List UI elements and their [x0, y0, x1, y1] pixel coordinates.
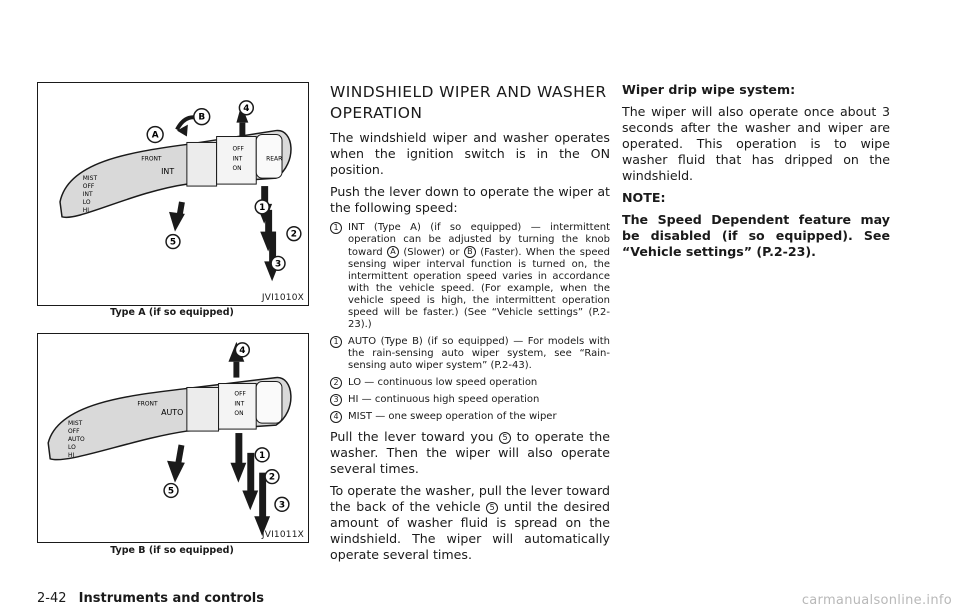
- label-rear-int: INT: [232, 155, 243, 163]
- wiper-lever-diagram-a: [38, 83, 308, 305]
- callout-2: 2: [290, 229, 298, 240]
- watermark: carmanualsonline.info: [801, 593, 952, 608]
- item-text: AUTO (Type B) (if so equipped) — For models with the rain-sensing auto wiper system, see “Rain-sensing auto wiper system” (P.2-43).: [348, 336, 610, 371]
- list-item: [330, 394, 610, 406]
- label-int: INT: [82, 190, 93, 198]
- page-footer: [37, 591, 264, 606]
- callout-4: 4: [243, 103, 250, 114]
- note-text: The Speed Dependent feature may be disabled (if so equipped). See “Vehicle settings” (P.2-23).: [622, 212, 890, 259]
- callout-1: 1: [259, 202, 266, 213]
- item-text: INT (Type A) (if so equipped) — intermittent operation can be adjusted by turning the knob toward A (Slower) or B (Faster). When the speed sensing wiper interval function is turned on, the intermittent operation speed varies in accordance with the vehicle speed. (For example, when the vehicle speed is high, the intermittent operation speed will be faster.) (See “Vehicle settings” (P.2-23).): [348, 222, 611, 330]
- callout-3: 3: [274, 259, 282, 270]
- callout-5: 5: [499, 432, 511, 444]
- right-column: [622, 82, 890, 266]
- label-rear-on: ON: [234, 410, 244, 418]
- label-hi: HI: [82, 206, 90, 214]
- callout-1: 1: [259, 450, 266, 461]
- callout-5: 5: [486, 502, 498, 514]
- item-marker: 3: [330, 394, 342, 406]
- label-rear-on: ON: [232, 165, 242, 173]
- figure-type-a: [37, 82, 309, 306]
- label-hi: HI: [68, 451, 75, 459]
- figure-type-b: [37, 333, 309, 543]
- label-auto-knob: AUTO: [161, 408, 184, 418]
- subheading-drip-wipe: Wiper drip wipe system:: [622, 82, 796, 97]
- callout-4: 4: [239, 345, 246, 356]
- item-marker: 1: [330, 222, 342, 234]
- drip-wipe-paragraph: The wiper will also operate once about 3 seconds after the washer and wiper are operated. This operation is to wipe washer fluid that has dripped on the windshield.: [622, 104, 890, 183]
- label-rear-off: OFF: [232, 145, 244, 153]
- label-rear-off: OFF: [234, 390, 246, 398]
- label-lo: LO: [82, 198, 91, 206]
- page-number: 2-42: [37, 591, 67, 606]
- item-marker: 2: [330, 377, 342, 389]
- callout-b: B: [464, 246, 476, 258]
- main-column: [330, 82, 610, 569]
- item-marker: 4: [330, 411, 342, 423]
- list-item: [330, 377, 610, 389]
- wiper-lever-diagram-b: [38, 334, 308, 542]
- list-item: [330, 411, 610, 423]
- section-name: Instruments and controls: [78, 591, 264, 606]
- item-text: LO — continuous low speed operation: [348, 377, 538, 388]
- pull-paragraph: Pull the lever toward you 5 to operate the washer. Then the wiper will also operate several times.: [330, 429, 610, 476]
- list-item: [330, 336, 610, 372]
- list-item: [330, 222, 610, 331]
- note-label: NOTE:: [622, 190, 666, 205]
- callout-3: 3: [278, 500, 286, 511]
- figure-caption-a: Type A (if so equipped): [110, 307, 234, 318]
- label-off: OFF: [82, 183, 95, 191]
- label-front: FRONT: [137, 400, 158, 408]
- item-text: HI — continuous high speed operation: [348, 394, 540, 405]
- callout-a: A: [387, 246, 399, 258]
- washer-paragraph: To operate the washer, pull the lever toward the back of the vehicle 5 until the desired amount of washer fluid is spread on the windshield. The wiper will automatically operate several times.: [330, 483, 610, 562]
- label-rear: REAR: [266, 155, 283, 163]
- speed-list: [330, 222, 610, 423]
- label-lo: LO: [68, 443, 76, 451]
- figure-code: JVI1010X: [261, 293, 304, 303]
- item-text: MIST — one sweep operation of the wiper: [348, 411, 557, 422]
- label-auto: AUTO: [68, 435, 85, 443]
- callout-5: 5: [167, 486, 175, 497]
- intro-paragraph: The windshield wiper and washer operates when the ignition switch is in the ON position.: [330, 130, 610, 177]
- label-front: FRONT: [141, 155, 162, 163]
- label-off: OFF: [68, 428, 80, 436]
- label-mist: MIST: [68, 420, 83, 428]
- callout-2: 2: [268, 472, 276, 483]
- figure-caption-b: Type B (if so equipped): [110, 545, 234, 556]
- item-marker: 1: [330, 336, 342, 348]
- push-paragraph: Push the lever down to operate the wiper at the following speed:: [330, 184, 610, 215]
- label-mist: MIST: [82, 175, 98, 183]
- callout-b: B: [198, 112, 206, 123]
- label-rear-int: INT: [234, 400, 245, 408]
- callout-a: A: [151, 130, 159, 141]
- callout-5: 5: [169, 237, 177, 248]
- figure-code: JVI1011X: [261, 530, 304, 540]
- section-heading: WINDSHIELD WIPER AND WASHER OPERATION: [330, 83, 607, 122]
- label-int-knob: INT: [161, 167, 175, 177]
